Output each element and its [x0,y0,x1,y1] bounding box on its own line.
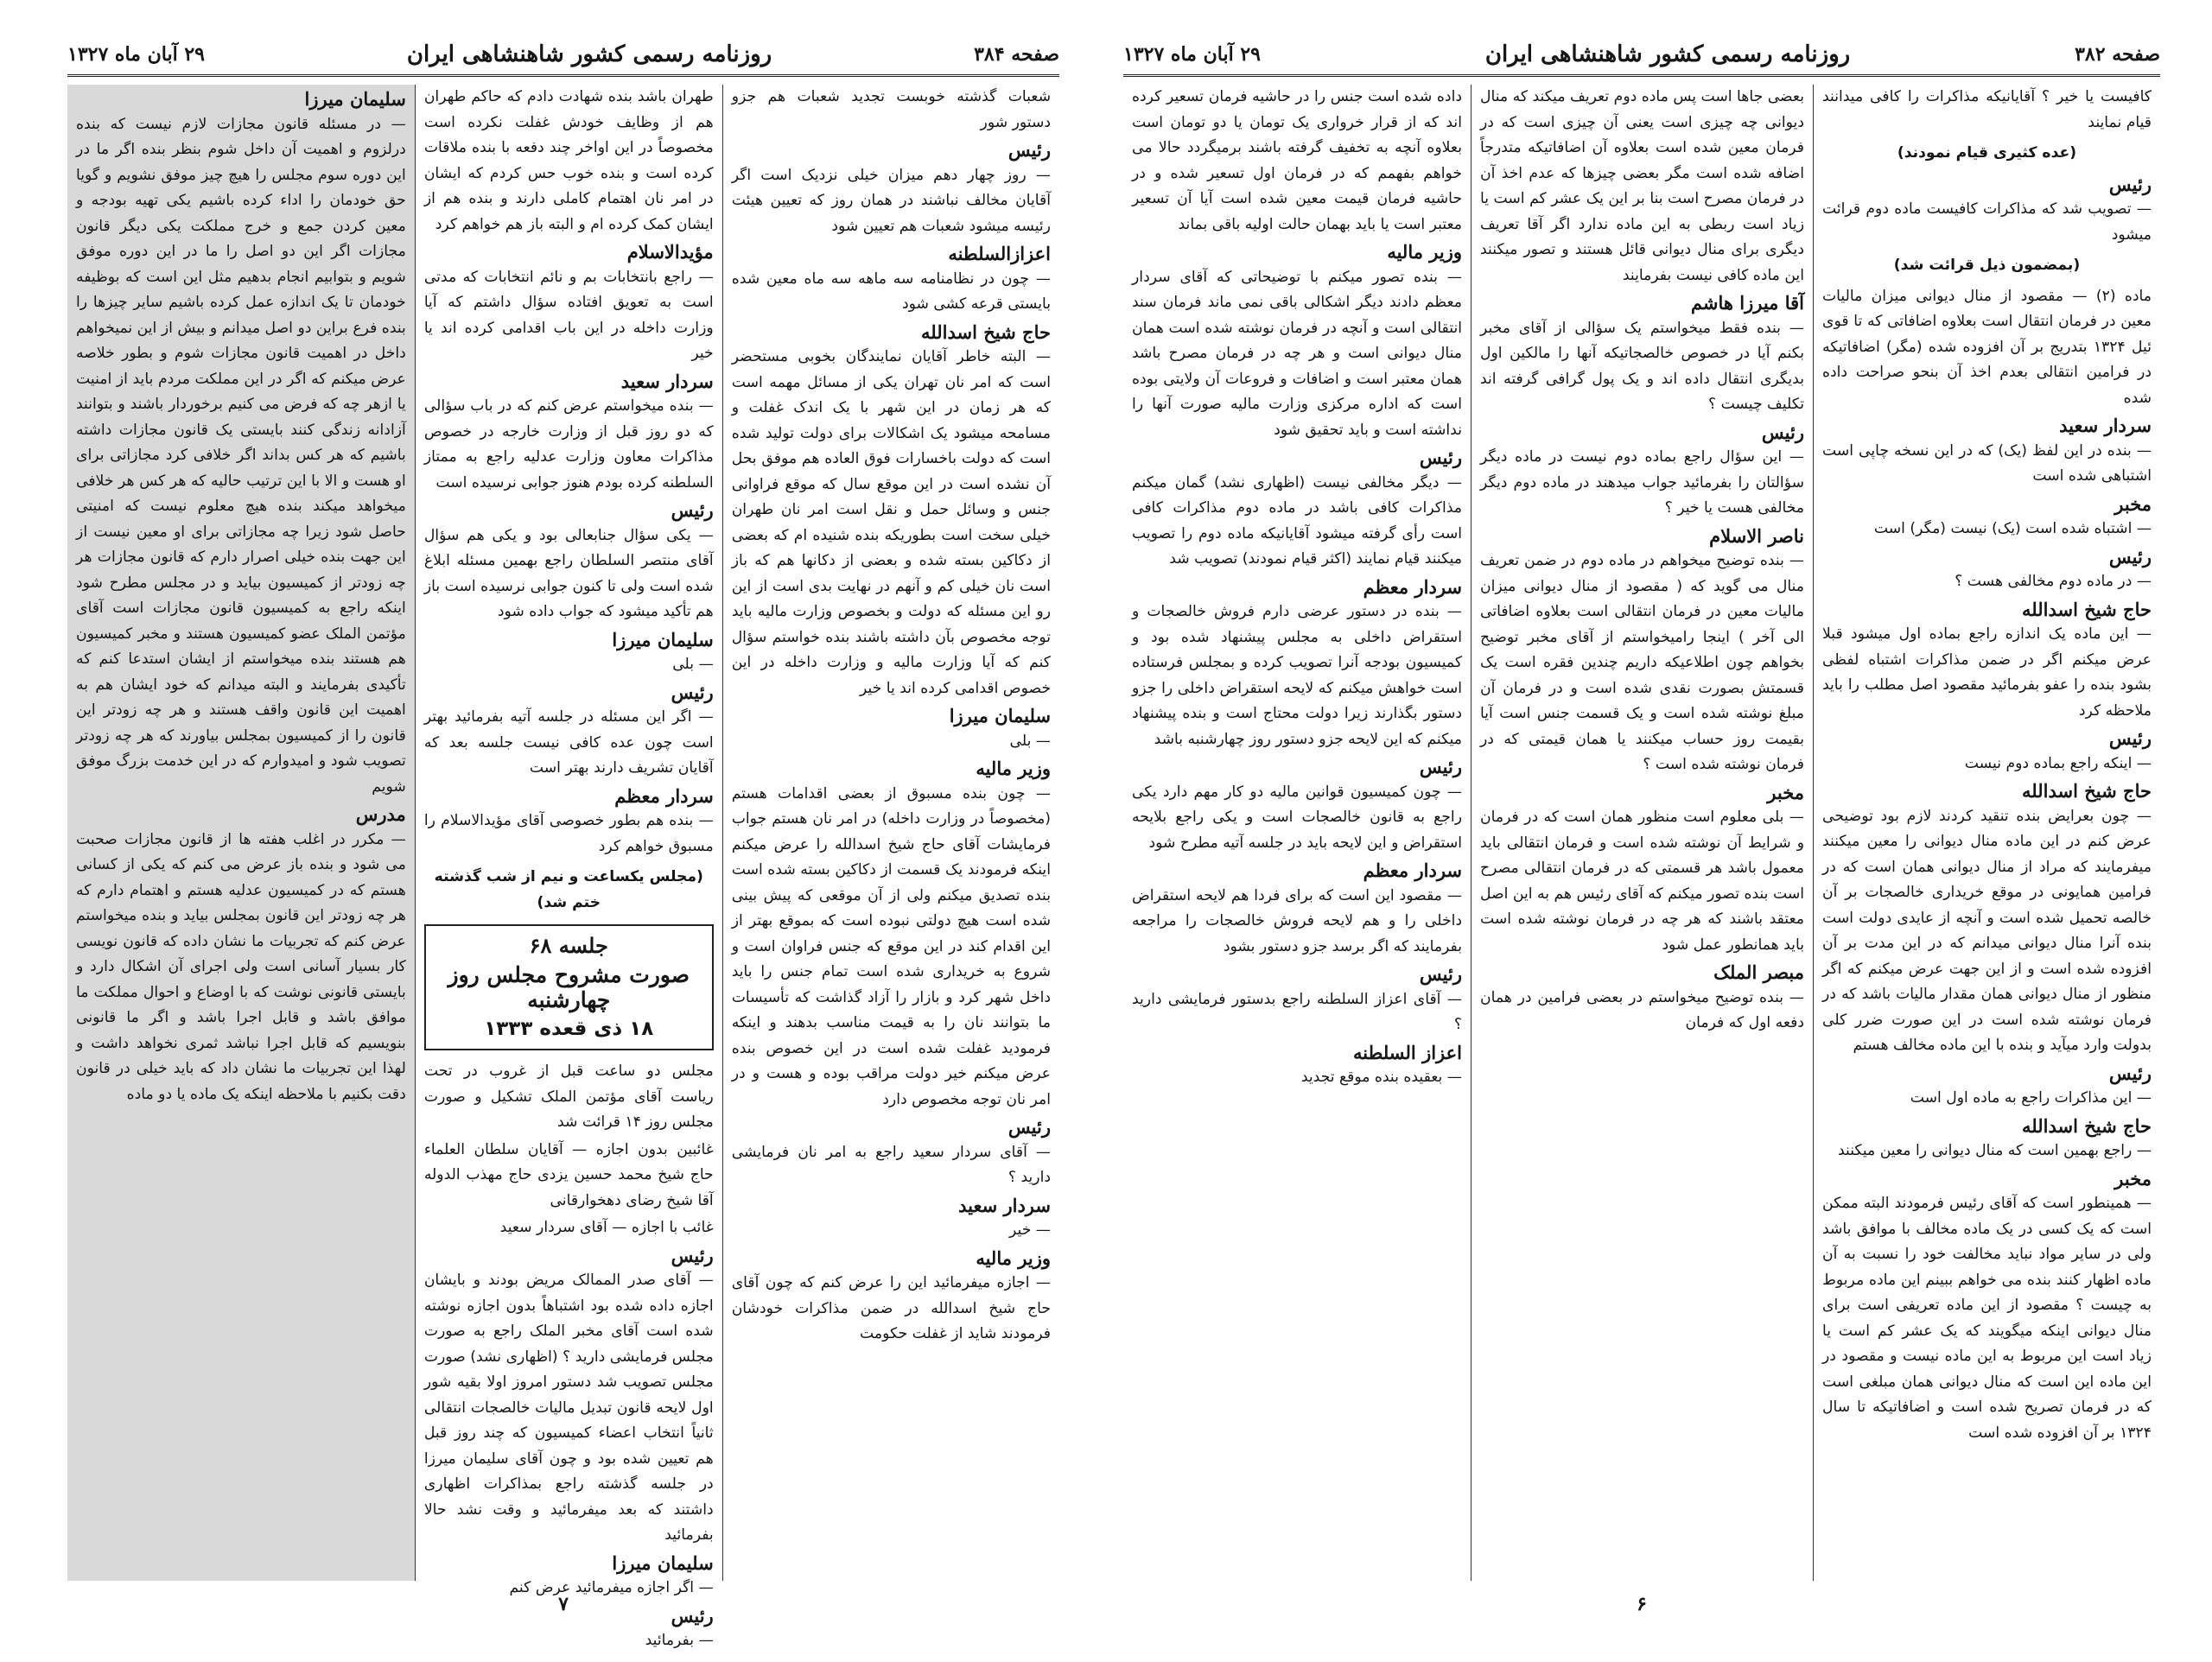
left-page-number: صفحه ۳۸۴ [974,43,1059,66]
speech-paragraph: طهران باشد بنده شهادت دادم که حاکم طهران هم از وظایف خودش غفلت نکرده است مخصوصاً در این اواخر چند دفعه با بنده ملاقات کرده است و بنده خوب حس کردم که ایشان در امر نان اهتمام کاملی دارند و بنده هم از ایشان کمک کرده ام و البته باز هم خواهم کرد [423,88,714,233]
session-box [424,924,714,1050]
left-folio: ۷ [558,1593,569,1615]
right-col-right [1813,85,2160,1581]
left-page [67,35,1059,1649]
speech-paragraph: — این سؤال راجع بماده دوم نیست در ماده دیگر سؤالتان را بفرمائید جواب میدهند در ماده دوم دیگر مخالفی هست یا خیر ؟ [1480,448,1804,517]
speaker-name: سلیمان میرزا [949,705,1051,726]
speech-paragraph: — راجع بانتخابات بم و نائم انتخابات که مدتی است به تعویق افتاده سؤال داشتم که آیا وزارت داخله در این باب اقدامی کرده اند یا خیر [423,268,714,362]
speaker-name: اعزاز السلطنه [1353,1041,1462,1063]
speaker-name: سردار سعید [620,370,714,392]
right-folio: ۶ [1637,1593,1647,1615]
speech-paragraph: داده شده است جنس را در حاشیه فرمان تسعیر کرده اند که از قرار خرواری یک تومان یا دو تومان است بعلاوه آنچه به تخفیف گرفته باشند برمیگردد حالا می خواهم بفهمم که در فرمان اول تسعیر شده و در حاشیه فرمان قیمت معین شده است آیا آن تسعیر معتبر است یا باید بهمان حالت اولیه باقی بماند [1132,88,1462,233]
speech-paragraph: — در ماده دوم مخالفی هست ؟ [1955,573,2152,590]
right-page-columns [1123,85,2160,1581]
speech-paragraph: — چون بعرایض بنده تنقید کردند لازم بود توضیحی عرض کنم در این ماده منال دیوانی را معین میکنند میفرمایند که مراد از منال دیوانی همان است که در فرامین همایونی در موقع خریداری خالصجات بر آن خالصه تحمیل شده است و آنچه از عایدی دولت است بنده آنرا منال دیوانی میدانم که در این مدت بر آن افزوده شده است و از این جهت عرض میکنم که اگر منظور از منال دیوانی همان مقدار مالیات باشد که در فرمان نوشته شده است در این صورت ضرر کلی بدولت وارد میآید و بنده با این ماده مخالف هستم [1822,807,2152,1054]
speech-paragraph: بعضی جاها است پس ماده دوم تعریف میکند که منال دیوانی چه چیزی است یعنی آن چیزی است که در فرمان معین شده است بعلاوه آن اضافاتیکه متدرجاً اضافه شده است مگر بعضی چیزها که عدم اخذ آن در فرمان مصرح است بنا بر این یک عشر کم است یا زیاد است ربطی به این ماده ندارد اگر آقا تعریف دیگری برای منال دیوانی قائل هستند و تصور میکنند این ماده کافی نیست بفرمایند [1480,88,1804,284]
left-col-middle-top [424,85,714,916]
speech-paragraph: مجلس دو ساعت قبل از غروب در تحت ریاست آقای مؤتمن الملک تشکیل و صورت مجلس روز ۱۴ قرائت شد [423,1063,714,1131]
session-title: صورت مشروح مجلس روز چهارشنبه [448,961,690,1012]
speaker-name: رئیس [1761,421,1804,443]
speaker-name: مخبر [2114,492,2152,515]
speech-paragraph: — بلی [1009,732,1051,750]
speech-paragraph: — خیر [1009,1221,1051,1239]
speaker-name: وزیر مالیه [976,1246,1051,1269]
session-date: ۱۸ ذی قعده ۱۳۳۳ [484,1017,654,1040]
speaker-name: مخبر [2114,1167,2152,1189]
speaker-name: رئیس [1007,1116,1051,1138]
speech-paragraph: — اجازه میفرمائید این را عرض کنم که چون آقای حاج شیخ اسدالله در ضمن مذاکرات خودشان فرمودند شاید از غفلت حکومت [731,1274,1051,1342]
speaker-name: رئیس [2108,173,2152,195]
speaker-name: حاج شیخ اسدالله [2022,598,2152,620]
left-page-title: روزنامه رسمی کشور شاهنشاهی ایران [406,41,772,67]
speaker-name: رئیس [671,1244,714,1266]
speech-paragraph: — بنده در دستور عرضی دارم فروش خالصجات و استقراض داخلی به مجلس پیشنهاد شده بود و کمیسیون بودجه آنرا تصویب کرده و بمجلس فرستاده است خواهش میکنم که لایحه استقراض داخلی را جزو دستور بگذارند زیرا دولت محتاج است و بنده پیشنهاد میکنم که این لایحه جزو دستور روز چهارشنبه باشد [1132,603,1462,748]
left-page-date: ۲۹ آبان ماه ۱۳۲۷ [67,43,205,66]
speaker-name: رئیس [1419,756,1462,777]
speaker-name: رئیس [1419,963,1462,985]
speech-paragraph: ماده (۲) — مقصود از منال دیوانی میزان مالیات معین در فرمان انتقال است بعلاوه اضافاتی که تا قوی ئیل ۱۳۲۴ بتدریج بر آن افزوده شده (مگر) اضافاتیکه در فرامین انتقالی بعدم اخذ آن بنحو صراحت داده شده [1822,287,2152,407]
speaker-name: سردار معظم [1363,575,1462,598]
speaker-name: مدرس [355,803,406,825]
speech-paragraph: — آقای اعزاز السلطنه راجع بدستور فرمایشی دارید ؟ [1132,990,1462,1033]
right-page-number: صفحه ۳۸۲ [2075,43,2160,66]
speech-paragraph: — تصویب شد که مذاکرات کافیست ماده دوم قرائت میشود [1822,200,2152,244]
left-page-header [67,35,1059,77]
speech-paragraph: — همینطور است که آقای رئیس فرمودند البته ممکن است که یک کسی در یک ماده مخالف با موافق باشد ولی در سایر مواد نباید مخالفت خود را نسبت به آن ماده اظهار کنند بنده می خواهم ببینم این ماده مربوط به چیست ؟ مقصود از این ماده تعریفی است برای منال دیوانی اینکه میگویند که یک عشر کم است یا زیاد است این مربوط به این ماده نیست و مقصود در این ماده این است که منال دیوانی همان مبلغی است که در فرمان تصریح شده است و اضافاتیکه تا سال ۱۳۲۴ بر آن افزوده شده است [1822,1195,2152,1442]
session-number: جلسه ۶۸ [529,933,608,958]
speech-paragraph: — چون بنده مسبوق از بعضی اقدامات هستم (مخصوصاً در وزارت داخله) در امر نان هستم جواب فرمایشات آقای حاج شیخ اسدالله را عرض میکنم اینکه فرمودند یک قسمت از دکاکین بسته شده است بنده تصدیق میکنم ولی از آن موقعی که پیش بینی شده است هیچ دولتی نبوده است که بموقع بهتر از این اقدام کند در این موقع که جنس فراوان است و شروع به خریداری شده است تمام جنس را باید داخل شهر کرد و بازار را آزاد گذاشت که تأسیسات ما بتوانند نان را به قیمت مناسب بدهند و اینکه فرمودید غفلت شده است در این خصوص بنده عرض میکنم خیر دولت مراقب بوده و هست و در امر نان توجه مخصوص دارد [731,784,1051,1108]
speaker-name: سلیمان میرزا [612,628,714,650]
speech-paragraph: — بنده در این لفظ (یک) که در این نسخه چاپی است اشتباهی شده است [1822,441,2152,485]
speech-paragraph: — روز چهار دهم میزان خیلی نزدیک است اگر آقایان مخالف نباشند در همان روز که تعیین هیئت رئیسه میشود شعبات هم تعیین شود [731,166,1051,235]
speaker-name: رئیس [1419,447,1462,468]
speaker-name: حاج شیخ اسدالله [2022,780,2152,802]
speech-paragraph: — بلی [672,656,714,673]
speech-paragraph: — راجع بهمین است که منال دیوانی را معین میکنند [1837,1142,2152,1159]
left-page-columns [67,85,1059,1649]
left-col-middle-bottom [424,1059,714,1654]
speech-paragraph: — در مسئله قانون مجازات لازم نیست که بنده درلزوم و اهمیت آن داخل شوم بنظر بنده اگر ما در این دوره سوم مجلس را هیچ چیز موفق نشویم و گویا حق خودمان را اداء کرده باشیم یکی تهیه بودجه و معین کردن جمع و خرج مملکت یکی دیگر قانون مجازات اگر این دو اصل را ما در این دوره موفق شویم و بتوابیم انجام بدهیم مثل این است که بوظیفه خودمان تا یک اندازه عمل کرده باشیم سایر چیزها را بنده فرع براین دو اصل میدانم و بیش از این نمیخواهم داخل در اهمیت قانون مجازات شوم و بطور خلاصه عرض میکنم که اگر در این مملکت مردم باید از امنیت یا ازهر چه که فرض می کنیم برخوردار باشند و بتوانند آزادانه زندگی کنند بایستی یک قانون مجازات داشته باشیم که هر کس بداند اگر خلافی کرد مجازاتی برای او هست و الا با این ترتیب حالیه که هر کس هر خلافی میخواهد میکند بنده هیچ معلوم نیست که امنیتی حاصل شود زیرا چه مجازاتی برای او معین نیست از این جهت بنده خیلی اصرار دارم که قانون مجازات هر چه زودتر از کمیسیون بیاید و در مجلس مطرح شود اینکه راجع به کمیسیون قانون مجازات است آقای مؤتمن الملک عضو کمیسیون هستند و مخبر کمیسیون هم هستند بنده میخواستم از ایشان استدعا کنم که تأکیدی بفرمایند و البته میدانم که خود ایشان هم به اهمیت این قانون واقف هستند و هر چه زودتر این قانون را از کمیسیون بمجلس بیاورند که هر چه زودتر تصویب شود و امیدوارم که در این خدمت بزرگ موفق شویم [76,115,406,796]
speaker-name: رئیس [671,499,714,521]
speaker-name: مبصر الملک [1713,961,1804,983]
right-col-left [1123,85,1471,1581]
session-note: (مجلس یکساعت و نیم از شب گذشته ختم شد) [434,868,703,911]
speech-paragraph: — البته خاطر آقایان نمایندگان بخوبی مستحضر است که امر نان تهران یکی از مسائل مهمه است که هر زمان در این شهر با یک اندک غفلت و مسامحه میشود یک اشکالات برای دولت تولید شده است که دولت باخسارات فوق العاده هم موفق بحل آن نشده است در این موقع سال که موقع فراوانی جنس و وسائل حمل و نقل است امر نان طهران خیلی سخت است بطوریکه بنده شنیده ام که بعضی از دکاکین بسته شده و بعضی از دکانها هم که باز است نان خیلی کم و آنهم در نهایت بدی است از این رو این مسئله که دولت و بخصوص وزارت مالیه باید توجه مخصوص بآن داشته باشند بنده خواستم سؤال کنم که آیا وزارت مالیه و وزارت داخله در این خصوص اقدامی کرده اند یا خیر [731,348,1051,697]
speech-paragraph: — اگر اجازه میفرمائید عرض کنم [509,1579,714,1596]
speech-paragraph: غائبین بدون اجازه — آقایان سلطان العلماء حاج شیخ محمد حسین یزدی حاج مهذب الدوله آقا شیخ رضای دهخوارقانی [423,1140,714,1209]
speech-paragraph: — این مذاکرات راجع به ماده اول است [1910,1089,2152,1107]
left-col-left [67,85,415,1581]
speaker-name: حاج شیخ اسدالله [2022,1114,2152,1137]
speaker-name: وزیر مالیه [976,758,1051,779]
speech-paragraph: — بنده توضیح میخواستم در بعضی فرامین در همان دفعه اول که فرمان [1480,988,1804,1031]
speech-paragraph: — بنده توضیح میخواهم در ماده دوم در ضمن تعریف منال می گوید که ( مقصود از منال دیوانی میزان مالیات معین در فرمان انتقالی است بعلاوه اضافاتی الی آخر ) اینجا رامیخواستم از آقای مخبر توضیح بخواهم چون اطلاعیکه داریم چندین فقره است یک قسمتش بصورت نقدی شده است و در فرمان آن مبلغ نوشته شده است و یک قسمت جنس است آیا بقیمت روز حساب میکنند یا همان قیمتی که در فرمان نوشته شده است ؟ [1480,552,1804,773]
speaker-name: رئیس [2108,545,2152,568]
speaker-name: سردار معظم [614,784,714,807]
speech-paragraph: شعبات گذشته خوبست تجدید شعبات هم جزو دستور شور [731,88,1051,131]
speech-paragraph: غائب با اجازه — آقای سردار سعید [499,1219,714,1236]
speech-paragraph: — بعقیده بنده موقع تجدید [1300,1069,1462,1086]
speech-paragraph: — مقصود این است که برای فردا هم لایحه استقراض داخلی را و هم لایحه فروش خالصجات را مراجعه بفرمایند که اگر برسد جزو دستور بشود [1132,886,1462,955]
speaker-name: آقا میرزا هاشم [1690,292,1804,314]
speech-paragraph: — یکی سؤال جنابعالی بود و یکی هم سؤال آقای منتصر السلطان راجع بهمین مسئله ابلاغ شده است ولی تا کنون جوابی نرسیده است باز هم تأکید میشود که جواب داده شود [423,526,714,620]
speaker-name: سلیمان میرزا [304,88,406,110]
speech-paragraph: — بفرمائید [645,1632,714,1649]
speaker-name: اعزازالسلطنه [948,243,1051,264]
right-page-header [1123,35,2160,77]
speaker-name: رئیس [2108,727,2152,749]
session-note: (عده کثیری قیام نمودند) [1897,144,2077,162]
speech-paragraph: — بنده تصور میکنم با توضیحاتی که آقای سردار معظم دادند دیگر اشکالی باقی نمی ماند فرمان سند انتقالی است و آنچه در فرمان نوشته شده است همان منال دیوانی است و هر چه در فرمان مصرح باشد همان معتبر است و اضافات و فروعات آن ولایتی بوده است که اداره مرکزی وزارت مالیه صورت آنها را نداشته است و باید تحقیق شود [1132,268,1462,439]
speech-paragraph: — آقای سردار سعید راجع به امر نان فرمایشی دارید ؟ [731,1143,1051,1186]
left-col-right [722,85,1059,1581]
right-page-date: ۲۹ آبان ماه ۱۳۲۷ [1123,43,1261,66]
speaker-name: رئیس [1007,139,1051,161]
speech-paragraph: — بلی معلوم است منظور همان است که در فرمان و شرایط آن نوشته شده است و فرمان انتقالی باید معمول باشد هر قسمتی که در فرمان انتقالی مصرح است بنده تصور میکنم که آقای رئیس هم به این اصل معتقد باشند که هر چه در فرمان نوشته شده است باید همانطور عمل شود [1480,809,1804,954]
speaker-name: رئیس [671,681,714,703]
right-page-title: روزنامه رسمی کشور شاهنشاهی ایران [1484,41,1851,67]
left-col-middle [415,85,722,1649]
speech-paragraph: — اینکه راجع بماده دوم نیست [1964,754,2152,772]
session-note: (بمضمون ذیل قرائت شد) [1893,257,2081,274]
speech-paragraph: — اگر این مسئله در جلسه آتیه بفرمائید بهتر است چون عده کافی نیست جلسه بعد که آقایان تشریف دارند بهتر است [423,708,714,777]
speech-paragraph: — چون در نظامنامه سه ماهه سه ماه معین شده بایستی قرعه کشی شود [731,270,1051,313]
speech-paragraph: — مکرر در اغلب هفته ها از قانون مجازات صحبت می شود و بنده باز عرض می کنم که یکی از کسانی هستم که در کمیسیون عدلیه هستم و اهتمام دارم که هر چه زودتر این قانون بمجلس بیاید و بنده میخواستم عرض کنم که تجربیات ما نشان داده که قانون نویسی کار بسیار آسانی است ولی اجرای آن اشکال دارد و بایستی قانونی نوشت که با اوضاع و احوال مملکت ما موافق باشد و قابل اجرا باشد و اگر ما قانونی بنویسیم که قابل اجرا نباشد ثمری نخواهد داشت و لهذا این تجربیات ما نشان داد که باید خیلی در قانون دقت بکنیم با ملاحظه اینکه یک ماده یا دو ماده [76,830,406,1103]
speaker-name: وزیر مالیه [1387,241,1462,263]
speech-paragraph: — بنده میخواستم عرض کنم که در باب سؤالی که دو روز قبل از وزارت خارجه در خصوص مذاکرات معاون وزارت عدلیه راجع به ممتاز السلطنه کرده بودم هنوز جوابی نرسیده است [423,397,714,492]
speaker-name: سلیمان میرزا [612,1551,714,1574]
speaker-name: سردار سعید [2059,415,2152,436]
speech-paragraph: — این ماده یک اندازه راجع بماده اول میشود قبلا عرض میکنم اگر در ضمن مذاکرات اشتباه لفظی بشود بنده را عفو بفرمائید مقصود اصل مطلب را باید ملاحظه کرد [1822,625,2152,720]
speech-paragraph: — بنده فقط میخواستم یک سؤالی از آقای مخبر بکنم آیا در خصوص خالصجاتیکه آنها را مالکین اول بدیگری انتقال داده اند و یک پول گرافی گرفته اند تکلیف چیست ؟ [1480,319,1804,413]
right-page [1123,35,2160,1615]
speaker-name: ناصر الاسلام [1709,524,1804,547]
speech-paragraph: — اشتباه شده است (یک) نیست (مگر) است [1873,520,2152,537]
speech-paragraph: — بنده هم بطور خصوصی آقای مؤیدالاسلام را مسبوق خواهم کرد [423,812,714,855]
right-col-middle [1471,85,1813,1581]
speaker-name: سردار معظم [1363,860,1462,881]
speaker-name: رئیس [2108,1062,2152,1084]
speaker-name: حاج شیخ اسدالله [921,320,1051,343]
speaker-name: سردار سعید [958,1194,1051,1216]
speech-paragraph: — دیگر مخالفی نیست (اظهاری نشد) گمان میکنم مذاکرات کافی باشد در ماده دوم مذاکرات کافی است رأی گرفته میشود آقایانیکه ماده دوم را تصویب میکنند قیام نمایند (اکثر قیام نمودند) تصویب شد [1132,473,1462,568]
speaker-name: مخبر [1767,781,1804,803]
speaker-name: رئیس [671,1604,714,1627]
speaker-name: مؤیدالاسلام [626,241,714,263]
speech-paragraph: — آقای صدر الممالک مریض بودند و بایشان اجازه داده شده بود اشتباهاً بدون اجازه نوشته شده است آقای مخبر الملک راجع به صورت مجلس فرمایشی دارید ؟ (اظهاری نشد) صورت مجلس تصویب شد دستور امروز اولا بقیه شور اول لایحه قانون تبدیل مالیات خالصجات انتقالی ثانیاً انتخاب اعضاء کمیسیون که چند روز قبل هم تعیین شده بود و چون آقای سلیمان میرزا در جلسه گذشته راجع بمذاکرات اظهاری داشتند که بعد میفرمائید و وقت نشد حالا بفرمائید [423,1272,714,1544]
speech-paragraph: کافیست یا خیر ؟ آقایانیکه مذاکرات را کافی میدانند قیام نمایند [1822,88,2152,131]
speech-paragraph: — چون کمیسیون قوانین مالیه دو کار مهم دارد یکی راجع به قانون خالصجات است و یکی راجع بلایحه استقراض و این لایحه باید در جلسه آتیه مطرح شود [1132,783,1462,852]
